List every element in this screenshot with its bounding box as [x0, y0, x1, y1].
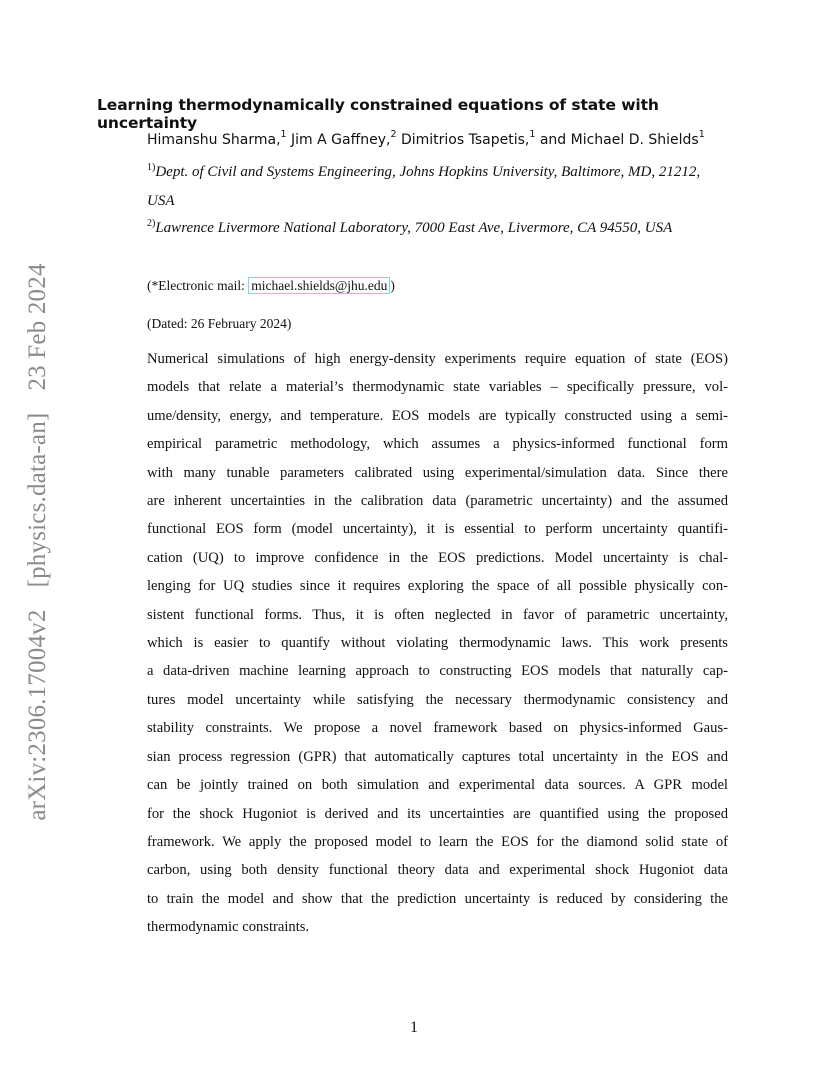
arxiv-identifier-stamp	[24, 263, 52, 820]
abstract-line: sian process regression (GPR) that automatically captures total uncertainty in the EOS and	[147, 748, 728, 765]
arxiv-category: [physics.data-an]	[24, 412, 51, 588]
abstract-line: tures model uncertainty while satisfying the necessary thermodynamic consistency and	[147, 691, 728, 708]
author-affiliation-mark: 1	[280, 129, 287, 140]
affiliation-2	[147, 209, 717, 243]
affiliation-text: Dept. of Civil and Systems Engineering, Johns Hopkins University, Baltimore, MD, 21212, USA	[147, 164, 701, 209]
author	[400, 129, 536, 148]
page-number: 1	[410, 1019, 418, 1036]
abstract-line: lenging for UQ studies since it requires exploring the space of all possible physically con-	[147, 578, 728, 595]
abstract-line: a data-driven machine learning approach to constructing EOS models that naturally cap-	[147, 663, 728, 680]
author	[539, 129, 705, 148]
paper-title: Learning thermodynamically constrained equations of state with uncertainty	[97, 96, 659, 132]
affiliation-mark: 2)	[147, 218, 156, 229]
abstract-line: ume/density, energy, and temperature. EOS models are typically constructed using a semi-	[147, 407, 728, 424]
email-suffix: )	[390, 278, 395, 293]
abstract-line: to train the model and show that the prediction uncertainty is reduced by considering the	[147, 890, 728, 907]
abstract-line: models that relate a material’s thermodynamic state variables – specifically pressure, vol-	[147, 379, 728, 396]
abstract-line: empirical parametric methodology, which assumes a physics-informed functional form	[147, 436, 728, 453]
affiliation-mark: 1)	[147, 162, 156, 173]
author-name: and Michael D. Shields	[539, 131, 699, 148]
abstract-line: stability constraints. We propose a novel framework based on physics-informed Gaus-	[147, 720, 728, 737]
author-affiliation-mark: 1	[529, 129, 536, 140]
author-affiliation-mark: 2	[390, 129, 397, 140]
author	[147, 129, 287, 148]
author-name: Jim A Gaffney,	[291, 131, 391, 148]
abstract-line: with many tunable parameters calibrated using experimental/simulation data. Since there	[147, 464, 728, 481]
affiliation-text: Lawrence Livermore National Laboratory, 7000 East Ave, Livermore, CA 94550, USA	[155, 220, 673, 236]
arxiv-date: 23 Feb 2024	[24, 263, 51, 391]
corresponding-email	[147, 278, 395, 294]
abstract-line: cation (UQ) to improve confidence in the EOS predictions. Model uncertainty is chal-	[147, 549, 728, 566]
abstract-line: thermodynamic constraints.	[147, 919, 310, 936]
author-name: Himanshu Sharma,	[147, 131, 281, 148]
arxiv-id: arXiv:2306.17004v2	[24, 609, 51, 821]
abstract-line: are inherent uncertainties in the calibration data (parametric uncertainty) and the assumed	[147, 493, 728, 510]
abstract-line: functional EOS form (model uncertainty), it is essential to perform uncertainty quantifi-	[147, 521, 728, 538]
affiliation-1	[147, 153, 717, 216]
author-affiliation-mark: 1	[698, 129, 705, 140]
abstract-line: carbon, using both density functional theory data and experimental shock Hugoniot data	[147, 862, 728, 879]
email-link[interactable]: michael.shields@jhu.edu	[248, 277, 390, 294]
abstract-line: for the shock Hugoniot is derived and its uncertainties are quantified using the proposed	[147, 805, 728, 822]
abstract-line: framework. We apply the proposed model to learn the EOS for the diamond solid state of	[147, 833, 728, 850]
abstract-line: sistent functional forms. Thus, it is often neglected in favor of parametric uncertainty,	[147, 606, 728, 623]
dated-line: (Dated: 26 February 2024)	[147, 316, 292, 331]
abstract	[147, 345, 728, 942]
abstract-line: which is easier to quantify without violating thermodynamic laws. This work presents	[147, 635, 728, 652]
email-prefix: (*Electronic mail:	[147, 278, 249, 293]
abstract-line: Numerical simulations of high energy-density experiments require equation of state (EOS)	[147, 351, 728, 367]
author-list	[147, 127, 747, 149]
abstract-line: can be jointly trained on both simulation and experimental data sources. A GPR model	[147, 777, 728, 794]
author-name: Dimitrios Tsapetis,	[400, 131, 530, 148]
author	[291, 129, 397, 148]
